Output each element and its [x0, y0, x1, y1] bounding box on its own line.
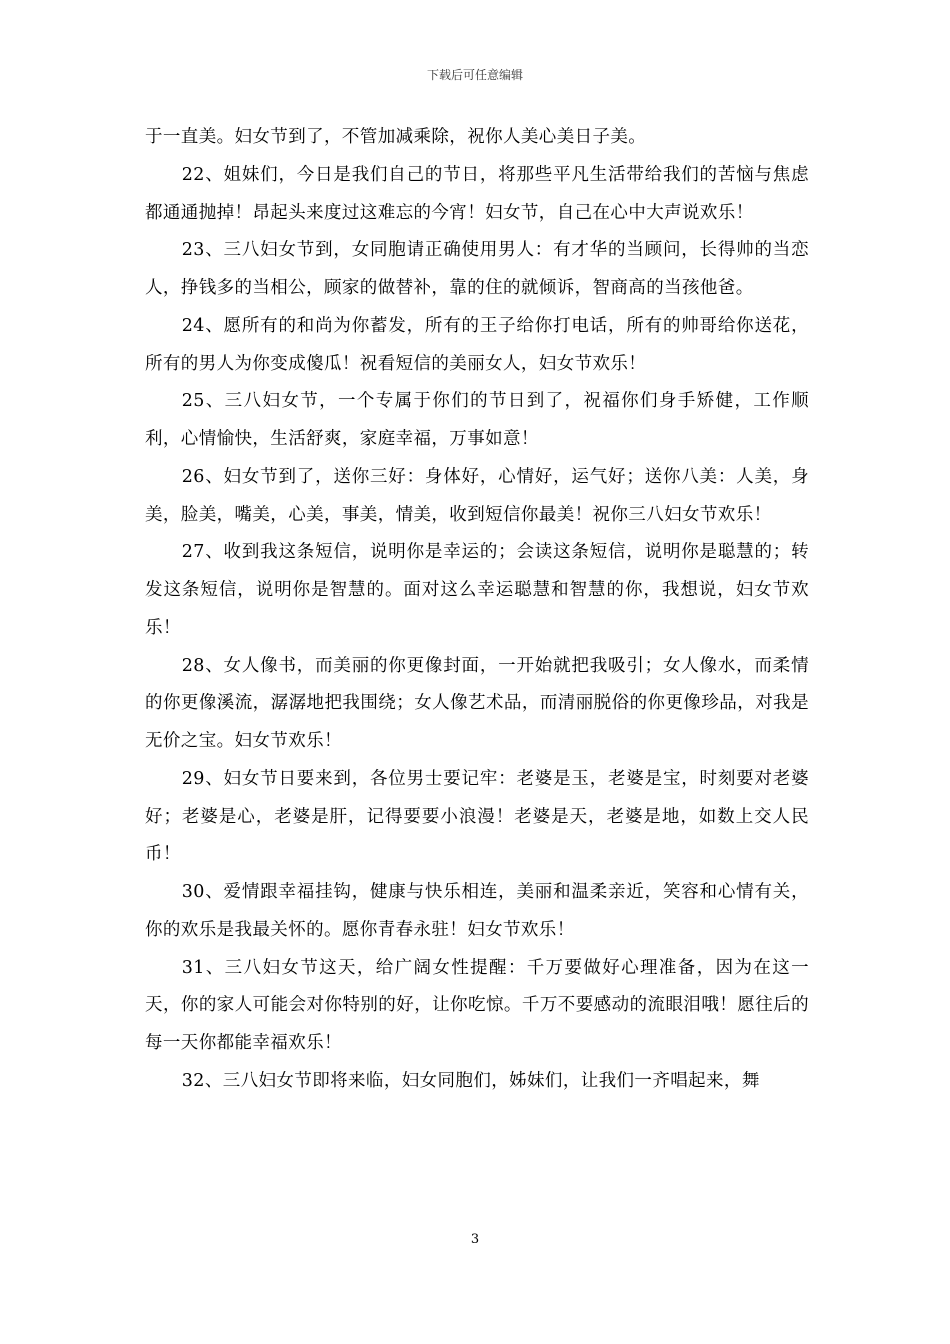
- paragraph-continuation: 于一直美。妇女节到了，不管加减乘除，祝你人美心美日子美。: [145, 127, 647, 147]
- paragraph-29: 29、妇女节日要来到，各位男士要记牢：老婆是玉，老婆是宝，时刻要对老婆好；老婆是心，老婆是肝，记得要要小浪漫！老婆是天，老婆是地，如数上交人民币！: [145, 768, 809, 865]
- paragraph-25: 25、三八妇女节，一个专属于你们的节日到了，祝福你们身手矫健，工作顺利，心情愉快，生活舒爽，家庭幸福，万事如意！: [145, 391, 809, 449]
- paragraph-31: 31、三八妇女节这天，给广阔女性提醒：千万要做好心理准备，因为在这一天，你的家人可能会对你特别的好，让你吃惊。千万不要感动的流眼泪哦！愿往后的每一天你都能幸福欢乐！: [145, 957, 809, 1053]
- paragraph-27: 27、收到我这条短信，说明你是幸运的；会读这条短信，说明你是聪慧的；转发这条短信，说明你是智慧的。面对这么幸运聪慧和智慧的你，我想说，妇女节欢乐！: [145, 542, 809, 638]
- paragraph-30: 30、爱情跟幸福挂钩，健康与快乐相连，美丽和温柔亲近，笑容和心情有关，你的欢乐是我最关怀的。愿你青春永驻！妇女节欢乐！: [145, 882, 809, 940]
- paragraph-22: 22、姐妹们，今日是我们自己的节日，将那些平凡生活带给我们的苦恼与焦虑都通通抛掉！昂起头来度过这难忘的今宵！妇女节，自己在心中大声说欢乐！: [145, 164, 809, 223]
- paragraph-24: 24、愿所有的和尚为你蓄发，所有的王子给你打电话，所有的帅哥给你送花，所有的男人为你变成傻瓜！祝看短信的美丽女人，妇女节欢乐！: [145, 315, 809, 374]
- paragraph-32: 32、三八妇女节即将来临，妇女同胞们，姊妹们，让我们一齐唱起来，舞: [181, 1070, 760, 1091]
- page-number: 3: [470, 1232, 480, 1247]
- paragraph-28: 28、女人像书，而美丽的你更像封面，一开始就把我吸引；女人像水，而柔情的你更像溪流，潺潺地把我围绕；女人像艺术品，而清丽脱俗的你更像珍品，对我是无价之宝。妇女节欢乐！: [145, 655, 809, 751]
- paragraph-23: 23、三八妇女节到，女同胞请正确使用男人：有才华的当顾问，长得帅的当恋人，挣钱多的当相公，顾家的做替补，靠的住的就倾诉，智商高的当孩他爸。: [145, 240, 809, 298]
- document-body: [145, 119, 809, 1101]
- page-header: 下载后可任意编辑: [426, 68, 523, 82]
- paragraph-26: 26、妇女节到了，送你三好：身体好，心情好，运气好；送你八美：人美，身美，脸美，嘴美，心美，事美，情美，收到短信你最美！祝你三八妇女节欢乐！: [145, 466, 809, 525]
